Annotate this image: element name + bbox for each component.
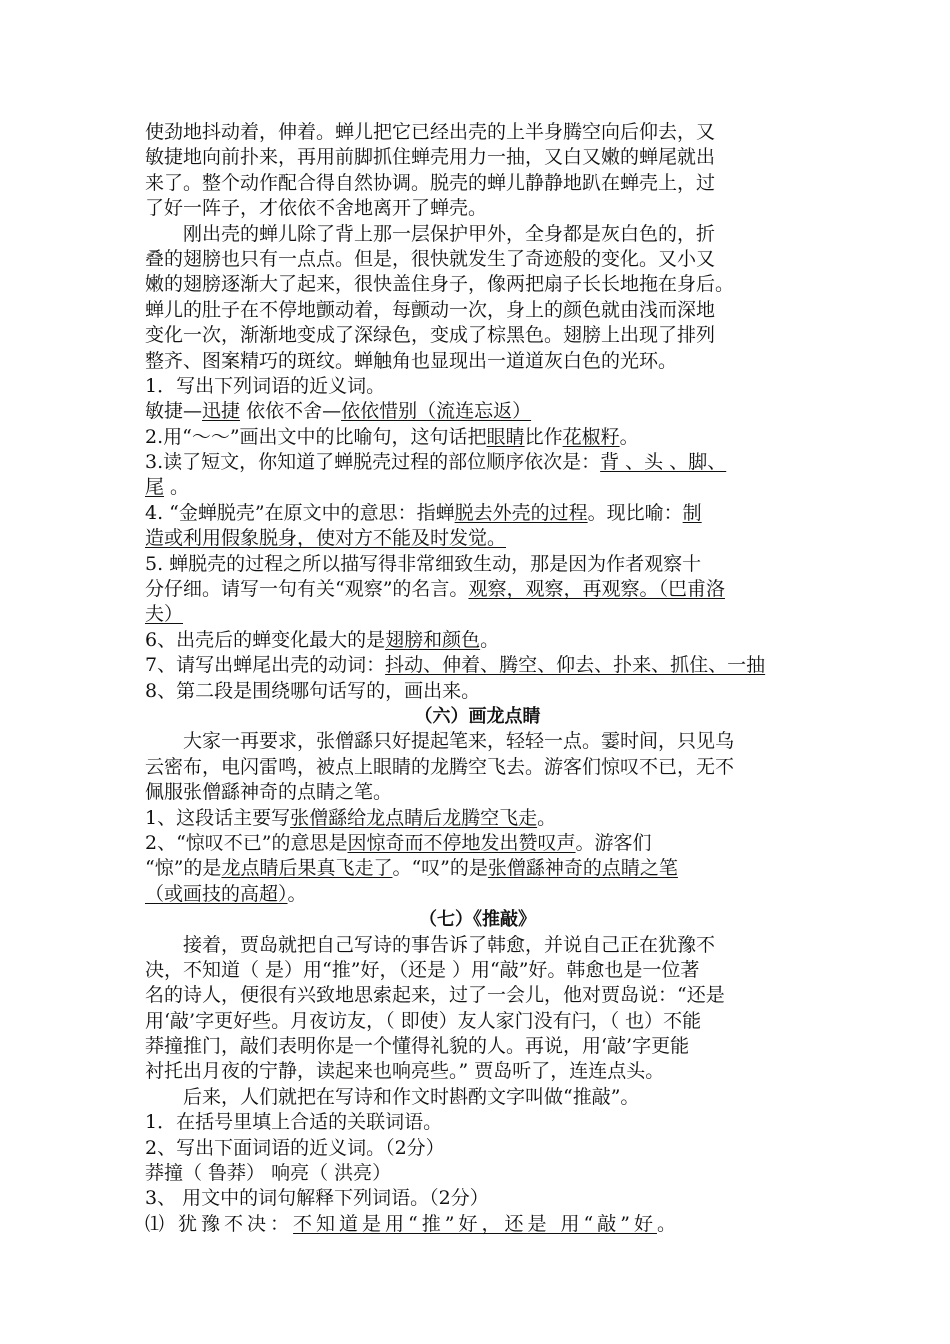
answer-text: 不知道是用“推”好，还是 用“敲”好 [293, 1212, 657, 1235]
text-line: 使劲地抖动着，伸着。蝉儿把它已经出壳的上半身腾空向后仰去，又 [145, 121, 716, 143]
question-3-cont [145, 475, 810, 500]
answer-1 [145, 399, 810, 424]
dragon-question-2 [145, 831, 810, 856]
text-line: 莽撞推门，敲们表明你是一个懂得礼貌的人。再说，用‘敲’字更能 [145, 1035, 690, 1058]
tuiqiao-question-3: 3、 用文中的词句解释下列词语。（2分） [145, 1187, 489, 1210]
question-text: 。现比喻： [587, 501, 683, 524]
question-8: 8、第二段是围绕哪句话写的，画出来。 [145, 679, 481, 702]
text-line: 蝉儿的肚子在不停地颤动着，每颤动一次，身上的颜色就由浅而深地 [145, 298, 716, 321]
text-line: 佩服张僧繇神奇的点睛之笔。 [145, 781, 393, 804]
question-text: 3.读了短文，你知道了蝉脱壳过程的部位顺序依次是： [145, 451, 601, 474]
text-line: 大家一再要求，张僧繇只好提起笔来，轻轻一点。霎时间，只见乌 [183, 730, 735, 753]
text-line: 嫩的翅膀逐渐大了起来，很快盖住身子，像两把扇子长长地拖在身后。 [145, 273, 735, 296]
text-line: 敏捷地向前扑来，再用前脚抓住蝉壳用力一抽，又白又嫩的蝉尾就出 [145, 146, 716, 169]
term: 依依不舍— [240, 400, 342, 423]
dragon-question-1 [145, 806, 810, 831]
question-2 [145, 425, 810, 450]
question-5-cont2 [145, 602, 810, 627]
answer-text: 造或利用假象脱身，使对方不能及时发觉。 [145, 527, 507, 550]
question-1: 1．写出下列词语的近义词。 [145, 374, 386, 397]
answer-text: 花椒籽 [562, 425, 620, 448]
term: 敏捷— [145, 400, 203, 423]
answer-text: 尾 [145, 476, 165, 499]
text-line: 了好一阵子，才依依不舍地离开了蝉壳。 [145, 197, 488, 220]
question-text: 。 [537, 806, 557, 829]
question-text: 1、这段话主要写 [145, 806, 291, 829]
text-line: 变化一次，渐渐地变成了深绿色，变成了棕黑色。翅膀上出现了排列 [145, 324, 716, 347]
question-5: 5. 蝉脱壳的过程之所以描写得非常细致生动，那是因为作者观察十 [145, 552, 702, 575]
dragon-question-2-cont2 [145, 882, 810, 907]
text-line: 来了。整个动作配合得自然协调。脱壳的蝉儿静静地趴在蝉壳上，过 [145, 171, 716, 194]
section-title: （七）《推敲》 [419, 909, 536, 931]
dragon-question-2-cont [145, 856, 810, 881]
question-text: 。 [656, 1212, 680, 1235]
tuiqiao-answer-3 [145, 1212, 810, 1237]
section-title: （六）画龙点睛 [414, 705, 541, 727]
text-line: 刚出壳的蝉儿除了背上那一层保护甲外，全身都是灰白色的，折 [183, 222, 716, 245]
answer-text: 脱去外壳的过程 [454, 501, 588, 524]
answer-text: 龙点睛后果真飞走了 [221, 857, 393, 880]
text-line: 后来，人们就把在写诗和作文时斟酌文字叫做“推敲”。 [183, 1085, 640, 1108]
question-7 [145, 653, 810, 678]
text-line: 衬托出月夜的宁静，读起来也响亮些。” 贾岛听了，连连点头。 [145, 1060, 665, 1083]
question-text: 2.用“～～”画出文中的比喻句，这句话把 [145, 425, 487, 448]
question-text: 7、请写出蝉尾出壳的动词： [145, 654, 386, 677]
text-line: 云密布，电闪雷鸣，被点上眼睛的龙腾空飞去。游客们惊叹不已，无不 [145, 755, 735, 778]
question-4-cont [145, 526, 810, 551]
question-text: 。 [164, 476, 190, 499]
answer-text: （或画技的高超） [145, 882, 288, 905]
question-4 [145, 501, 810, 526]
answer-text: 眼睛 [486, 425, 525, 448]
question-6 [145, 628, 810, 653]
question-text: 。 [619, 425, 639, 448]
answer-text: 张僧繇给龙点睛后龙腾空飞走 [290, 806, 538, 829]
answer-text: 迅捷 [202, 400, 241, 423]
question-text: 比作 [524, 425, 563, 448]
question-text: ⑴ 犹豫不决： [145, 1212, 294, 1235]
answer-text: 因惊奇而不停地发出赞叹声 [347, 831, 576, 854]
tuiqiao-answer-2: 莽撞（ 鲁莽） 响亮（ 洪亮） [145, 1162, 392, 1185]
answer-text: 观察，观察，再观察。（巴甫洛 [468, 578, 725, 601]
answer-text: 翅膀和颜色 [385, 628, 481, 651]
text-line: 决，不知道（ 是）用“推”好，（还是 ）用“敲”好。韩愈也是一位著 [145, 958, 700, 981]
answer-text: 制 [682, 501, 702, 524]
question-text: 4. “金蝉脱壳”在原文中的意思：指蝉 [145, 501, 455, 524]
answer-text: 张僧繇神奇的点睛之笔 [487, 857, 678, 880]
question-text: 。“叹”的是 [392, 857, 488, 880]
answer-text: 背 、头 、脚、 [600, 451, 727, 474]
text-line: 名的诗人，便很有兴致地思索起来，过了一会儿，他对贾岛说：“还是 [145, 984, 725, 1007]
tuiqiao-question-2: 2、写出下面词语的近义词。（2分） [145, 1136, 445, 1159]
text-line: 用‘敲’字更好些。月夜访友，（ 即使）友人家门没有闩，（ 也）不能 [145, 1009, 702, 1032]
answer-text: 夫） [145, 603, 184, 626]
question-5-cont [145, 577, 810, 602]
question-text: 2、“惊叹不已”的意思是 [145, 831, 348, 854]
document-page [145, 120, 810, 1237]
question-3 [145, 450, 810, 475]
tuiqiao-question-1: 1．在括号里填上合适的关联词语。 [145, 1111, 443, 1134]
text-line: 叠的翅膀也只有一点点。但是，很快就发生了奇迹般的变化。又小又 [145, 247, 716, 270]
question-text: 。游客们 [575, 831, 652, 854]
answer-text: 依依惜别（流连忘返） [341, 400, 532, 423]
text-line: 接着，贾岛就把自己写诗的事告诉了韩愈，并说自己正在犹豫不 [183, 933, 716, 956]
question-text: 。 [480, 628, 500, 651]
question-text: “惊”的是 [145, 857, 222, 880]
text-line: 整齐、图案精巧的斑纹。蝉触角也显现出一道道灰白色的光环。 [145, 349, 678, 372]
question-text: 6、出壳后的蝉变化最大的是 [145, 628, 386, 651]
answer-text: 抖动、伸着、腾空、仰去、扑来、抓住、一抽 [385, 654, 766, 677]
question-text: 分仔细。请写一句有关“观察”的名言。 [145, 578, 469, 601]
question-text: 。 [287, 882, 307, 905]
